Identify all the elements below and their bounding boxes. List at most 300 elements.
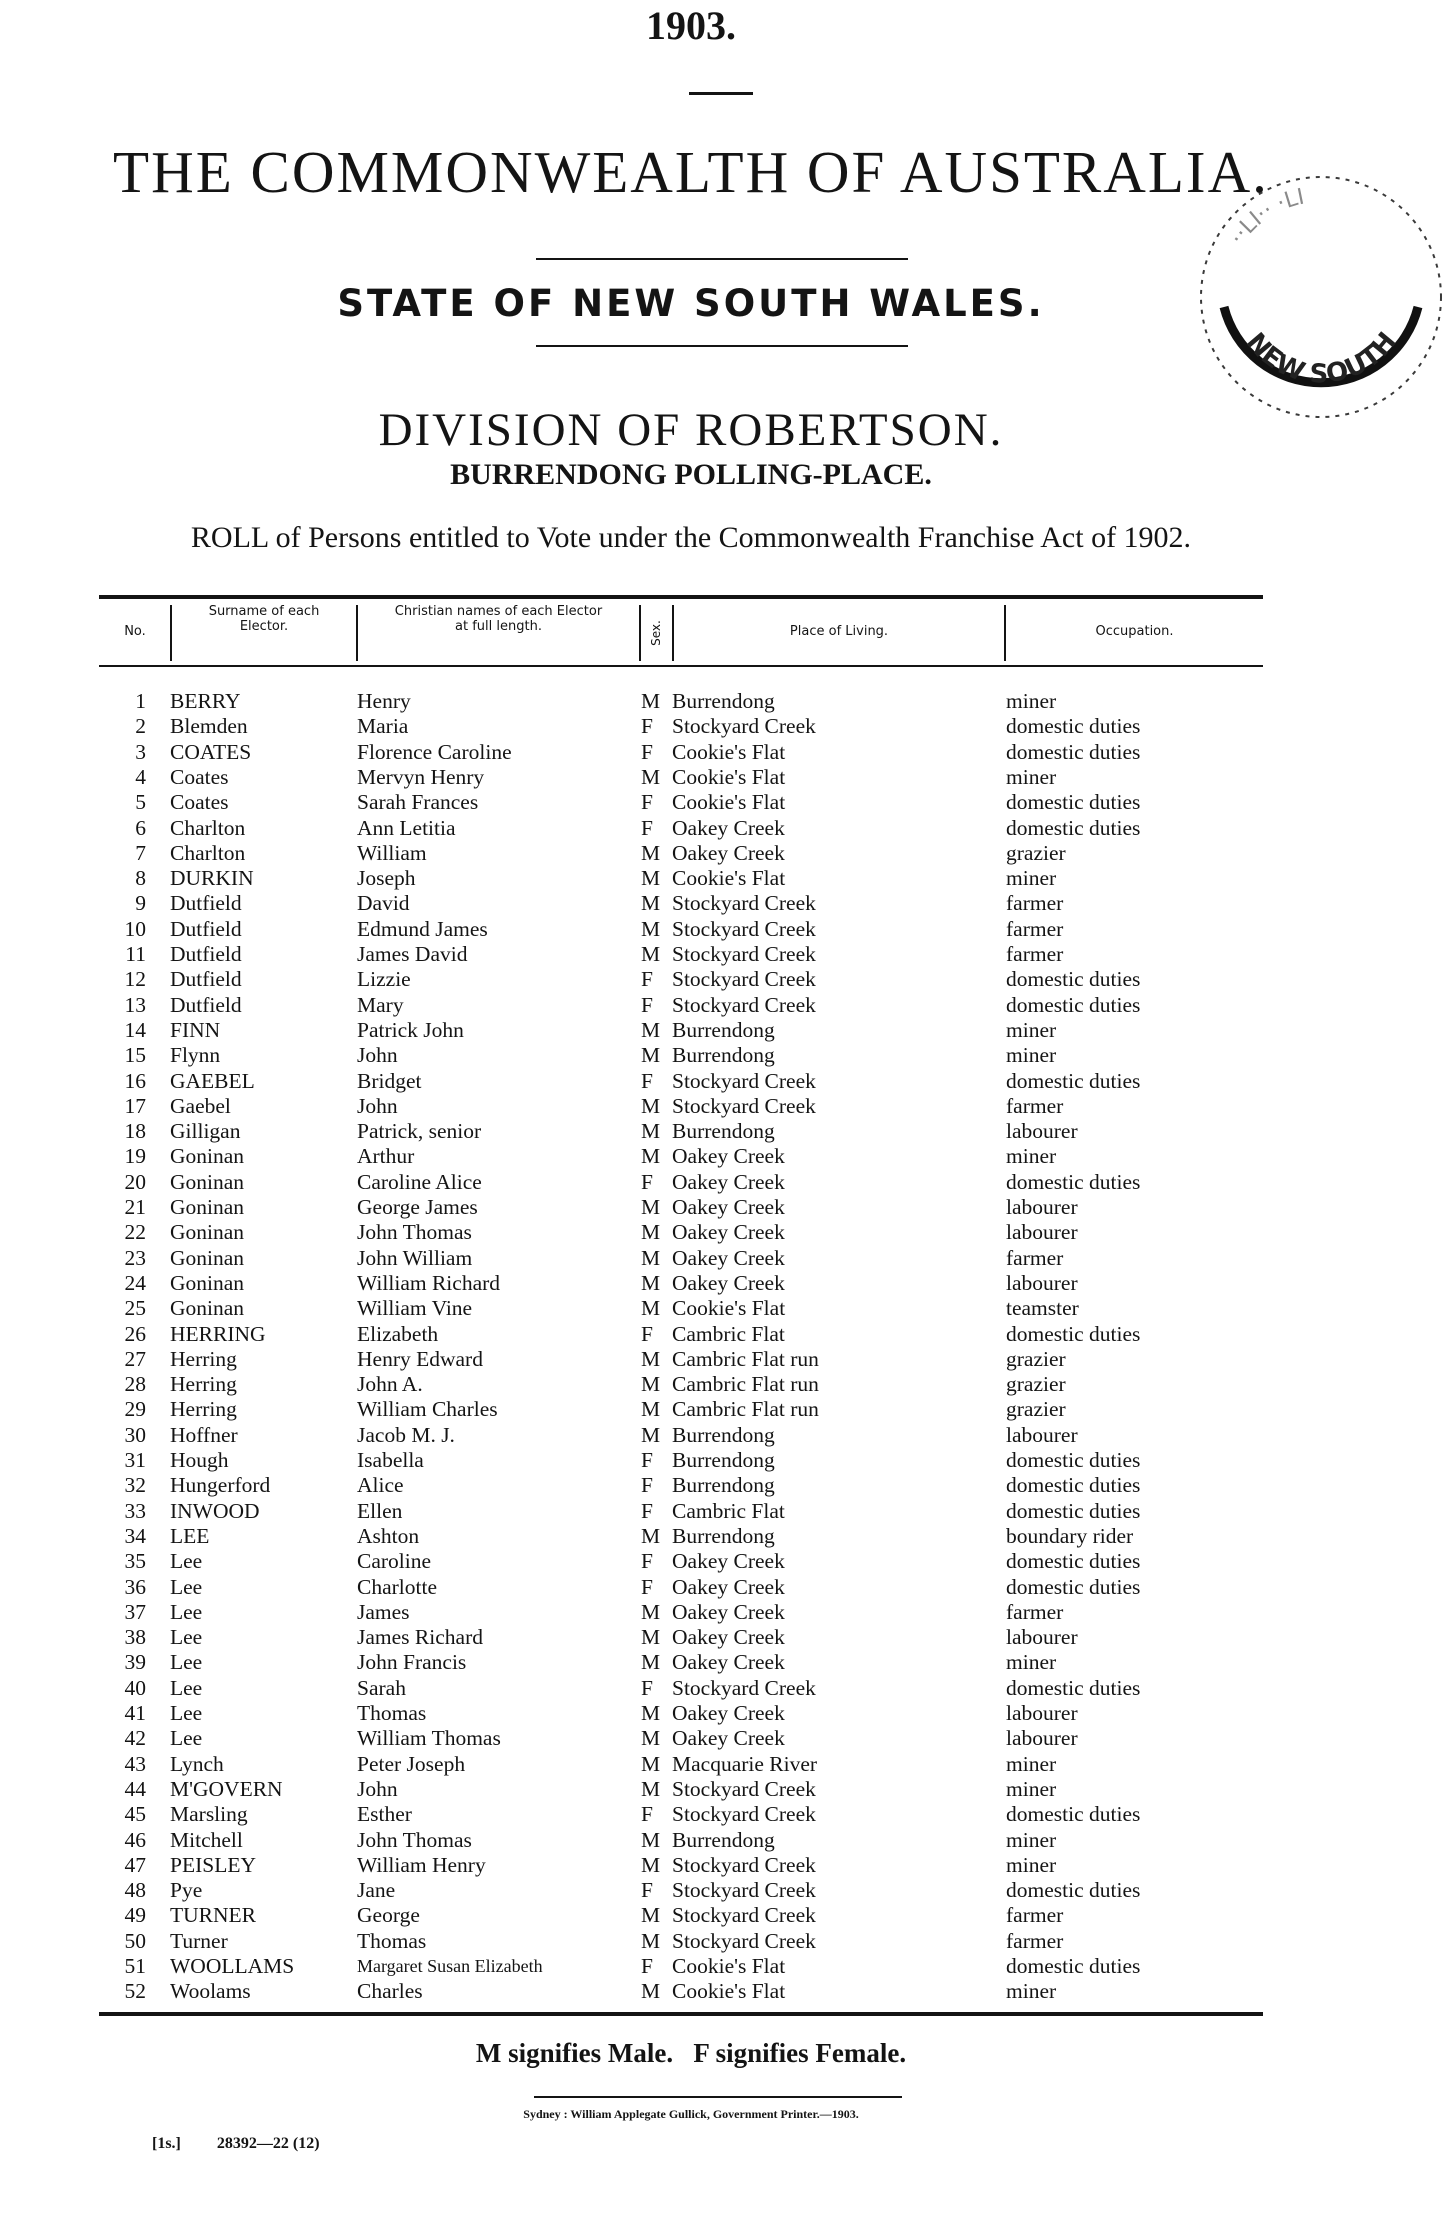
row-surname: DURKIN — [170, 866, 254, 891]
row-number: 12 — [124, 967, 146, 992]
row-number: 25 — [124, 1296, 146, 1321]
row-number: 17 — [124, 1093, 146, 1118]
row-place-of-living: Stockyard Creek — [672, 714, 816, 739]
row-occupation: domestic duties — [1006, 739, 1141, 764]
row-christian-names: Edmund James — [357, 916, 488, 941]
row-surname: BERRY — [170, 689, 241, 713]
table-row — [0, 1979, 1382, 2004]
row-occupation: miner — [1006, 689, 1057, 713]
row-occupation: miner — [1006, 866, 1057, 891]
row-surname: FINN — [170, 1017, 221, 1042]
row-place-of-living: Oakey Creek — [672, 1220, 785, 1245]
row-surname: INWOOD — [170, 1498, 260, 1523]
row-occupation: domestic duties — [1006, 1169, 1141, 1194]
row-sex: F — [641, 1321, 653, 1346]
row-occupation: teamster — [1006, 1296, 1079, 1321]
row-number: 2 — [135, 714, 146, 739]
row-place-of-living: Cookie's Flat — [672, 1954, 786, 1978]
col-header-no-label: No. — [124, 624, 146, 639]
row-occupation: labourer — [1006, 1220, 1078, 1245]
table-row — [0, 1676, 1382, 1701]
table-row — [0, 816, 1382, 841]
table-row — [0, 1119, 1382, 1144]
year-heading: 1903. — [646, 3, 736, 48]
col-header-christian — [358, 604, 639, 634]
table-row — [0, 740, 1382, 765]
row-occupation: domestic duties — [1006, 1498, 1141, 1523]
row-sex: F — [641, 790, 653, 815]
row-christian-names: Florence Caroline — [357, 739, 512, 764]
row-place-of-living: Stockyard Creek — [672, 1802, 816, 1827]
row-surname: Dutfield — [170, 891, 242, 916]
row-sex: F — [641, 1954, 653, 1978]
row-surname: Goninan — [170, 1144, 245, 1169]
row-number: 47 — [124, 1852, 146, 1877]
table-row — [0, 942, 1382, 967]
row-place-of-living: Burrendong — [672, 689, 775, 713]
table-row — [0, 1195, 1382, 1220]
row-surname: Goninan — [170, 1296, 245, 1321]
row-surname: Lee — [170, 1549, 203, 1574]
col-header-occupation-label: Occupation. — [1095, 624, 1174, 639]
row-sex: F — [641, 1169, 653, 1194]
row-surname: HERRING — [170, 1321, 266, 1346]
table-row — [0, 1903, 1382, 1928]
row-number: 33 — [124, 1498, 146, 1523]
row-christian-names: Esther — [357, 1802, 412, 1827]
row-occupation: boundary rider — [1006, 1523, 1134, 1548]
table-row — [0, 1296, 1382, 1321]
row-number: 39 — [124, 1650, 146, 1675]
row-christian-names: James — [357, 1599, 410, 1624]
row-place-of-living: Oakey Creek — [672, 815, 785, 840]
row-christian-names: Patrick, senior — [357, 1119, 482, 1144]
table-row — [0, 1878, 1382, 1903]
row-christian-names: Sarah — [357, 1675, 406, 1700]
table-row — [0, 1777, 1382, 1802]
table-row — [0, 1726, 1382, 1751]
printer-imprint: Sydney : William Applegate Gullick, Government Printer.—1903. — [523, 2107, 859, 2121]
row-occupation: domestic duties — [1006, 714, 1141, 739]
row-surname: Dutfield — [170, 967, 242, 992]
row-christian-names: John A. — [357, 1372, 423, 1397]
polling-place-heading: BURRENDONG POLLING-PLACE. — [450, 458, 932, 491]
row-number: 27 — [124, 1346, 146, 1371]
table-row — [0, 1802, 1382, 1827]
row-sex: F — [641, 1878, 653, 1903]
year-rule — [689, 92, 753, 95]
row-christian-names: Charlotte — [357, 1574, 438, 1599]
row-place-of-living: Burrendong — [672, 1043, 775, 1068]
row-surname: LEE — [170, 1523, 210, 1548]
row-christian-names: Margaret Susan Elizabeth — [357, 1956, 543, 1976]
table-row — [0, 1853, 1382, 1878]
col-header-no — [100, 624, 170, 639]
row-occupation: domestic duties — [1006, 967, 1141, 992]
table-row — [0, 993, 1382, 1018]
row-number: 26 — [124, 1321, 146, 1346]
row-place-of-living: Oakey Creek — [672, 1650, 785, 1675]
row-sex: F — [641, 1675, 653, 1700]
row-christian-names: William Richard — [357, 1270, 501, 1295]
row-place-of-living: Oakey Creek — [672, 1726, 785, 1751]
row-occupation: domestic duties — [1006, 1321, 1141, 1346]
col-header-christian-line2: at full length. — [455, 619, 542, 634]
row-occupation: grazier — [1006, 1346, 1066, 1371]
row-christian-names: Henry Edward — [357, 1346, 483, 1371]
row-number: 46 — [124, 1827, 146, 1852]
row-surname: Lee — [170, 1675, 203, 1700]
table-row — [0, 1372, 1382, 1397]
row-sex: F — [641, 815, 653, 840]
row-christian-names: Thomas — [357, 1701, 427, 1725]
row-sex: F — [641, 1802, 653, 1827]
table-row — [0, 1575, 1382, 1600]
row-surname: Goninan — [170, 1245, 245, 1270]
col-header-sex — [640, 605, 672, 661]
row-number: 15 — [124, 1043, 146, 1068]
row-christian-names: James Richard — [357, 1625, 483, 1650]
row-place-of-living: Stockyard Creek — [672, 992, 816, 1017]
row-sex: M — [641, 1093, 661, 1118]
row-christian-names: John Thomas — [357, 1827, 472, 1852]
row-occupation: miner — [1006, 1979, 1057, 2004]
row-place-of-living: Cambric Flat run — [672, 1397, 819, 1422]
row-occupation: miner — [1006, 764, 1057, 789]
row-number: 23 — [124, 1245, 146, 1270]
row-occupation: labourer — [1006, 1119, 1078, 1144]
row-place-of-living: Cookie's Flat — [672, 739, 786, 764]
row-occupation: miner — [1006, 1776, 1057, 1801]
row-surname: Lee — [170, 1726, 203, 1751]
row-christian-names: Lizzie — [357, 967, 411, 992]
row-christian-names: George — [357, 1903, 420, 1928]
row-sex: M — [641, 891, 661, 916]
row-number: 11 — [125, 942, 146, 966]
row-sex: M — [641, 1397, 661, 1422]
table-row — [0, 841, 1382, 866]
row-sex: M — [641, 1296, 661, 1321]
row-place-of-living: Stockyard Creek — [672, 1776, 816, 1801]
row-occupation: miner — [1006, 1827, 1057, 1852]
table-row — [0, 1600, 1382, 1625]
row-occupation: domestic duties — [1006, 992, 1141, 1017]
row-surname: Goninan — [170, 1270, 245, 1295]
row-occupation: farmer — [1006, 916, 1064, 941]
row-christian-names: Henry — [357, 689, 411, 713]
row-sex: F — [641, 1068, 653, 1093]
table-row — [0, 1625, 1382, 1650]
table-row — [0, 1170, 1382, 1195]
row-number: 9 — [135, 891, 146, 916]
row-sex: M — [641, 1372, 661, 1397]
row-sex: M — [641, 1043, 661, 1068]
row-number: 21 — [124, 1195, 146, 1219]
row-occupation: domestic duties — [1006, 1574, 1141, 1599]
state-rule — [536, 345, 908, 347]
price: [1s.] — [152, 2135, 181, 2152]
row-number: 19 — [124, 1144, 146, 1169]
row-christian-names: Mary — [357, 992, 404, 1017]
row-occupation: domestic duties — [1006, 1068, 1141, 1093]
table-row — [0, 1347, 1382, 1372]
col-header-sex-label: Sex. — [649, 620, 663, 646]
row-number: 31 — [124, 1448, 146, 1472]
row-occupation: domestic duties — [1006, 1802, 1141, 1827]
row-occupation: domestic duties — [1006, 1878, 1141, 1903]
row-christian-names: John — [357, 1043, 398, 1068]
row-number: 49 — [124, 1903, 146, 1928]
row-occupation: labourer — [1006, 1422, 1078, 1447]
row-sex: F — [641, 992, 653, 1017]
table-row — [0, 1473, 1382, 1498]
row-sex: M — [641, 1270, 661, 1295]
row-place-of-living: Burrendong — [672, 1827, 775, 1852]
row-sex: M — [641, 1827, 661, 1852]
row-christian-names: William Henry — [357, 1852, 486, 1877]
row-place-of-living: Cookie's Flat — [672, 764, 786, 789]
row-number: 32 — [124, 1473, 146, 1498]
row-surname: Coates — [170, 764, 229, 789]
row-occupation: grazier — [1006, 1397, 1066, 1422]
row-number: 51 — [124, 1954, 146, 1978]
row-surname: Flynn — [170, 1043, 221, 1068]
row-surname: Charlton — [170, 840, 246, 865]
table-row — [0, 1954, 1382, 1979]
row-christian-names: Charles — [357, 1979, 423, 2004]
row-number: 43 — [124, 1751, 146, 1776]
table-row — [0, 689, 1382, 714]
row-place-of-living: Burrendong — [672, 1422, 775, 1447]
row-surname: Lee — [170, 1625, 203, 1650]
row-surname: WOOLLAMS — [170, 1954, 295, 1978]
row-number: 28 — [124, 1372, 146, 1397]
stamp-bottom-text: NEW SOUTH — [1239, 326, 1403, 390]
row-christian-names: William Thomas — [357, 1726, 501, 1751]
row-surname: Gilligan — [170, 1119, 241, 1144]
table-row — [0, 765, 1382, 790]
row-surname: Turner — [170, 1928, 228, 1953]
sex-legend: M signifies Male. F signifies Female. — [475, 2038, 907, 2068]
row-sex: M — [641, 942, 661, 966]
official-stamp — [1196, 172, 1446, 422]
row-place-of-living: Stockyard Creek — [672, 1928, 816, 1953]
row-christian-names: John Thomas — [357, 1220, 472, 1245]
row-place-of-living: Stockyard Creek — [672, 1903, 816, 1928]
row-number: 30 — [124, 1422, 146, 1447]
row-christian-names: Elizabeth — [357, 1321, 439, 1346]
row-surname: Charlton — [170, 815, 246, 840]
row-number: 7 — [135, 840, 146, 865]
row-sex: M — [641, 1523, 661, 1548]
table-row — [0, 1246, 1382, 1271]
row-christian-names: George James — [357, 1195, 478, 1219]
row-surname: Mitchell — [170, 1827, 243, 1852]
row-sex: M — [641, 1979, 661, 2004]
row-sex: M — [641, 1650, 661, 1675]
table-row — [0, 1701, 1382, 1726]
row-occupation: grazier — [1006, 840, 1066, 865]
row-place-of-living: Cookie's Flat — [672, 1296, 786, 1321]
row-place-of-living: Burrendong — [672, 1523, 775, 1548]
table-row — [0, 891, 1382, 916]
row-occupation: farmer — [1006, 942, 1064, 966]
row-surname: Herring — [170, 1372, 237, 1397]
row-surname: Hoffner — [170, 1422, 238, 1447]
row-number: 42 — [124, 1726, 146, 1751]
row-place-of-living: Oakey Creek — [672, 1195, 785, 1219]
row-number: 37 — [124, 1599, 146, 1624]
row-place-of-living: Cookie's Flat — [672, 1979, 786, 2004]
row-place-of-living: Cookie's Flat — [672, 866, 786, 891]
row-christian-names: Ashton — [357, 1523, 420, 1548]
table-row — [0, 1752, 1382, 1777]
row-place-of-living: Burrendong — [672, 1473, 775, 1498]
row-occupation: miner — [1006, 1852, 1057, 1877]
roll-title: ROLL of Persons entitled to Vote under the Commonwealth Franchise Act of 1902. — [190, 521, 1192, 554]
col-header-place — [674, 624, 1004, 639]
row-number: 45 — [124, 1802, 146, 1827]
row-occupation: labourer — [1006, 1701, 1078, 1725]
row-surname: Dutfield — [170, 942, 242, 966]
row-sex: F — [641, 1498, 653, 1523]
col-header-christian-line1: Christian names of each Elector — [394, 604, 603, 619]
row-number: 48 — [124, 1878, 146, 1903]
row-place-of-living: Stockyard Creek — [672, 1093, 816, 1118]
row-place-of-living: Oakey Creek — [672, 1169, 785, 1194]
table-row — [0, 714, 1382, 739]
row-place-of-living: Oakey Creek — [672, 1245, 785, 1270]
row-sex: M — [641, 1701, 661, 1725]
row-number: 38 — [124, 1625, 146, 1650]
row-number: 5 — [135, 790, 146, 815]
row-place-of-living: Oakey Creek — [672, 840, 785, 865]
row-christian-names: Thomas — [357, 1928, 427, 1953]
row-occupation: domestic duties — [1006, 815, 1141, 840]
row-occupation: grazier — [1006, 1372, 1066, 1397]
row-place-of-living: Stockyard Creek — [672, 942, 816, 966]
row-surname: Hungerford — [170, 1473, 271, 1498]
row-place-of-living: Cambric Flat run — [672, 1372, 819, 1397]
row-sex: M — [641, 1422, 661, 1447]
row-number: 6 — [135, 815, 146, 840]
row-sex: M — [641, 1195, 661, 1219]
row-christian-names: Peter Joseph — [357, 1751, 466, 1776]
row-christian-names: Ann Letitia — [357, 815, 456, 840]
row-number: 44 — [124, 1776, 146, 1801]
row-sex: M — [641, 1599, 661, 1624]
row-christian-names: Jacob M. J. — [357, 1422, 455, 1447]
title-rule — [536, 258, 908, 260]
row-occupation: domestic duties — [1006, 790, 1141, 815]
row-number: 36 — [124, 1574, 146, 1599]
row-number: 13 — [124, 992, 146, 1017]
row-surname: Pye — [170, 1878, 203, 1903]
table-row — [0, 866, 1382, 891]
row-surname: Goninan — [170, 1195, 245, 1219]
table-row — [0, 1043, 1382, 1068]
row-sex: M — [641, 1776, 661, 1801]
row-number: 22 — [124, 1220, 146, 1245]
row-place-of-living: Cambric Flat run — [672, 1346, 819, 1371]
row-christian-names: Arthur — [357, 1144, 415, 1169]
row-christian-names: David — [357, 891, 410, 916]
col-header-surname — [172, 604, 356, 634]
row-number: 52 — [124, 1979, 146, 2004]
row-number: 34 — [124, 1523, 146, 1548]
row-place-of-living: Stockyard Creek — [672, 1852, 816, 1877]
row-surname: Marsling — [170, 1802, 248, 1827]
row-place-of-living: Cookie's Flat — [672, 790, 786, 815]
row-occupation: miner — [1006, 1017, 1057, 1042]
reference-line — [152, 2135, 320, 2153]
row-occupation: domestic duties — [1006, 1473, 1141, 1498]
table-row — [0, 1828, 1382, 1853]
row-place-of-living: Macquarie River — [672, 1751, 818, 1776]
row-christian-names: Patrick John — [357, 1017, 464, 1042]
row-sex: F — [641, 1473, 653, 1498]
row-christian-names: John William — [357, 1245, 473, 1270]
row-surname: Gaebel — [170, 1093, 231, 1118]
row-place-of-living: Cambric Flat — [672, 1498, 785, 1523]
row-sex: M — [641, 689, 661, 713]
row-surname: Lee — [170, 1701, 203, 1725]
row-occupation: miner — [1006, 1144, 1057, 1169]
row-number: 18 — [124, 1119, 146, 1144]
state-heading: STATE OF NEW SOUTH WALES. — [337, 282, 1045, 325]
row-number: 29 — [124, 1397, 146, 1422]
row-occupation: domestic duties — [1006, 1448, 1141, 1472]
row-number: 16 — [124, 1068, 146, 1093]
row-surname: Coates — [170, 790, 229, 815]
division-heading: DIVISION OF ROBERTSON. — [378, 404, 1004, 456]
row-christian-names: John Francis — [357, 1650, 467, 1675]
row-surname: Lee — [170, 1599, 203, 1624]
table-row — [0, 1069, 1382, 1094]
row-number: 1 — [135, 689, 146, 713]
row-occupation: miner — [1006, 1043, 1057, 1068]
row-christian-names: Sarah Frances — [357, 790, 479, 815]
row-occupation: farmer — [1006, 1903, 1064, 1928]
table-row — [0, 790, 1382, 815]
row-sex: F — [641, 967, 653, 992]
row-sex: M — [641, 1220, 661, 1245]
row-number: 50 — [124, 1928, 146, 1953]
row-place-of-living: Stockyard Creek — [672, 1675, 816, 1700]
row-sex: M — [641, 1751, 661, 1776]
row-number: 3 — [135, 739, 146, 764]
row-surname: Lee — [170, 1574, 203, 1599]
row-number: 35 — [124, 1549, 146, 1574]
row-surname: Herring — [170, 1397, 237, 1422]
row-sex: M — [641, 1903, 661, 1928]
row-place-of-living: Oakey Creek — [672, 1574, 785, 1599]
row-christian-names: Caroline — [357, 1549, 432, 1574]
row-christian-names: Bridget — [357, 1068, 422, 1093]
row-christian-names: William Vine — [357, 1296, 473, 1321]
row-place-of-living: Stockyard Creek — [672, 891, 816, 916]
table-row — [0, 1094, 1382, 1119]
row-christian-names: Maria — [357, 714, 409, 739]
row-sex: F — [641, 1549, 653, 1574]
row-occupation: labourer — [1006, 1270, 1078, 1295]
table-bottom-rule — [99, 2012, 1263, 2016]
row-place-of-living: Oakey Creek — [672, 1144, 785, 1169]
reference-number: 28392—22 (12) — [216, 2135, 320, 2152]
row-sex: M — [641, 1245, 661, 1270]
footer-rule — [534, 2096, 902, 2098]
row-occupation: farmer — [1006, 891, 1064, 916]
